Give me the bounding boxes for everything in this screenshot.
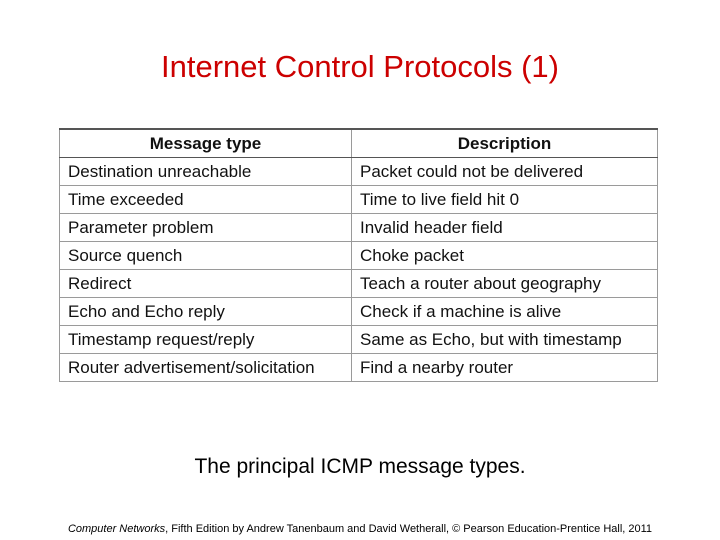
icmp-message-types-table	[59, 128, 658, 382]
message-type-cell: Echo and Echo reply	[60, 298, 352, 326]
table-row	[60, 186, 658, 214]
description-cell: Packet could not be delivered	[352, 158, 658, 186]
column-header-message-type: Message type	[60, 129, 352, 158]
table-row	[60, 326, 658, 354]
footer-citation-text: , Fifth Edition by Andrew Tanenbaum and David Wetherall, © Pearson Education-Prentice Hall, 2011	[165, 523, 653, 535]
description-cell: Time to live field hit 0	[352, 186, 658, 214]
description-cell: Teach a router about geography	[352, 270, 658, 298]
message-type-cell: Destination unreachable	[60, 158, 352, 186]
message-type-cell: Parameter problem	[60, 214, 352, 242]
message-type-cell: Source quench	[60, 242, 352, 270]
footer-citation	[0, 523, 720, 535]
message-type-cell: Redirect	[60, 270, 352, 298]
description-cell: Find a nearby router	[352, 354, 658, 382]
description-cell: Invalid header field	[352, 214, 658, 242]
slide-title: Internet Control Protocols (1)	[160, 48, 559, 84]
column-header-description: Description	[352, 129, 658, 158]
table-row	[60, 214, 658, 242]
table-header-row	[60, 129, 658, 158]
description-cell: Check if a machine is alive	[352, 298, 658, 326]
table-row	[60, 158, 658, 186]
table-row	[60, 298, 658, 326]
table-row	[60, 354, 658, 382]
footer-book-title: Computer Networks	[67, 523, 166, 535]
table-row	[60, 242, 658, 270]
message-type-cell: Router advertisement/solicitation	[60, 354, 352, 382]
description-cell: Choke packet	[352, 242, 658, 270]
message-type-cell: Timestamp request/reply	[60, 326, 352, 354]
description-cell: Same as Echo, but with timestamp	[352, 326, 658, 354]
table-caption: The principal ICMP message types.	[194, 455, 526, 478]
table-row	[60, 270, 658, 298]
message-type-cell: Time exceeded	[60, 186, 352, 214]
